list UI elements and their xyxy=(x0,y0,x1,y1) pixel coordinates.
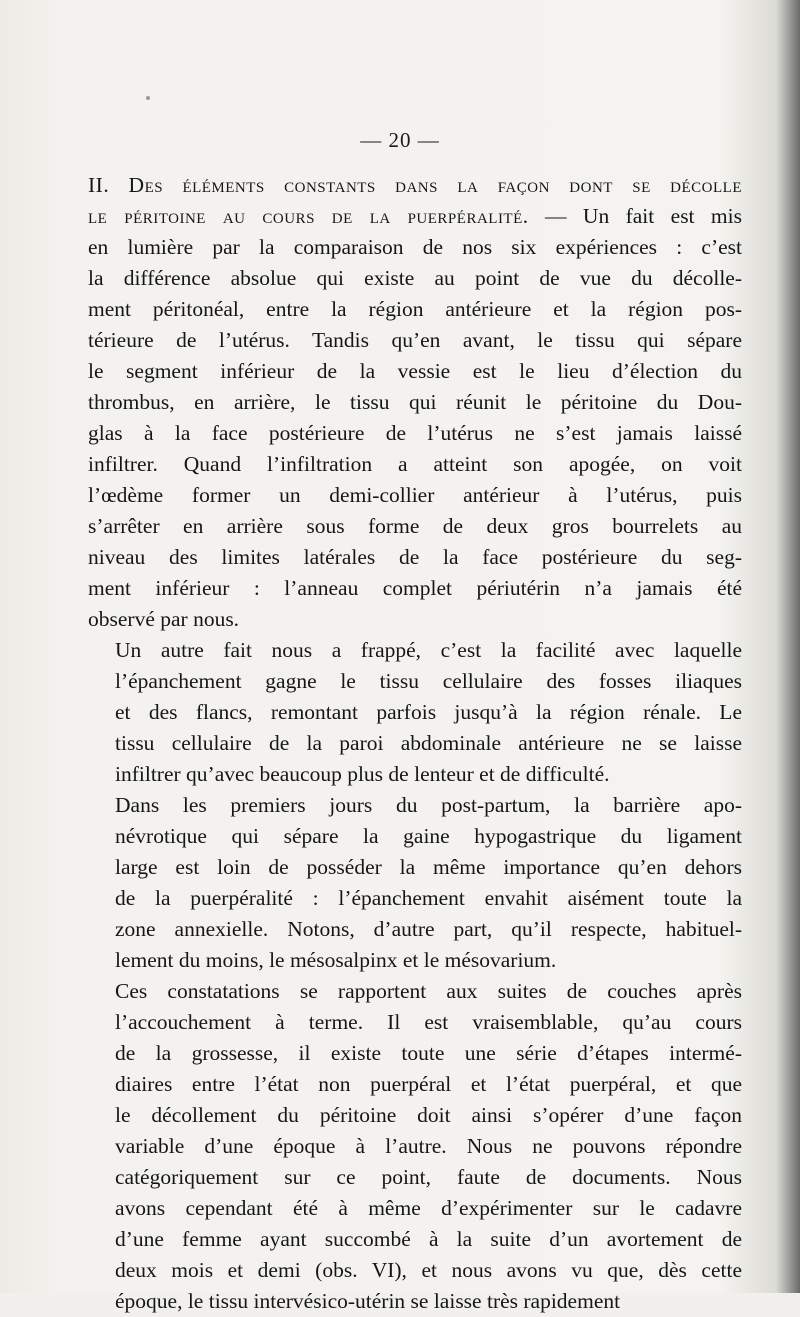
line-text: diaires entre l’état non puerpéral et l’état puerpéral, et que xyxy=(115,1072,742,1096)
line-text: avons cependant été à même d’expérimenter sur le cadavre xyxy=(115,1196,742,1220)
text-line xyxy=(88,1007,742,1038)
line-text: térieure de l’utérus. Tandis qu’en avant, le tissu qui sépare xyxy=(88,328,742,352)
line-text: observé par nous. xyxy=(88,607,240,631)
line-text: de la puerpéralité : l’épanchement envahit aisément toute la xyxy=(115,886,742,910)
text-line xyxy=(88,573,742,604)
text-line xyxy=(88,325,742,356)
paragraph xyxy=(88,790,742,976)
text-line xyxy=(88,1162,742,1193)
text-line xyxy=(88,914,742,945)
line-text: variable d’une époque à l’autre. Nous ne pouvons répondre xyxy=(115,1134,742,1158)
page-number: — 20 — xyxy=(360,128,440,152)
text-line xyxy=(88,1038,742,1069)
text-line xyxy=(88,790,742,821)
paper-speck xyxy=(146,96,150,100)
line-text: tissu cellulaire de la paroi abdominale antérieure ne se laisse xyxy=(115,731,742,755)
line-text: s’arrêter en arrière sous forme de deux gros bourrelets au xyxy=(88,514,742,538)
text-line xyxy=(88,294,742,325)
section-heading: II. Des éléments constants dans la façon dont se décolle xyxy=(88,173,742,197)
text-line xyxy=(88,511,742,542)
line-text: l’accouchement à terme. Il est vraisemblable, qu’au cours xyxy=(115,1010,742,1034)
line-text: époque, le tissu intervésico-utérin se laisse très rapidement xyxy=(115,1289,621,1313)
line-text: Dans les premiers jours du post-partum, la barrière apo- xyxy=(115,793,742,817)
line-text: d’une femme ayant succombé à la suite d’un avortement de xyxy=(115,1227,742,1251)
line-text: glas à la face postérieure de l’utérus ne s’est jamais laissé xyxy=(88,421,742,445)
text-line xyxy=(88,759,742,790)
text-line xyxy=(88,1193,742,1224)
line-text: le segment inférieur de la vessie est le lieu d’élection du xyxy=(88,359,742,383)
line-text: et des flancs, remontant parfois jusqu’à la région rénale. Le xyxy=(115,700,742,724)
line-text: Ces constatations se rapportent aux suites de couches après xyxy=(115,979,742,1003)
line-text: ment inférieur : l’anneau complet périutérin n’a jamais été xyxy=(88,576,742,600)
line-text: le décollement du péritoine doit ainsi s’opérer d’une façon xyxy=(115,1103,742,1127)
text-line xyxy=(88,232,742,263)
line-text: de la grossesse, il existe toute une série d’étapes intermé- xyxy=(115,1041,742,1065)
line-text: l’épanchement gagne le tissu cellulaire des fosses iliaques xyxy=(115,669,742,693)
line-text: zone annexielle. Notons, d’autre part, qu’il respecte, habituel- xyxy=(115,917,742,941)
text-line xyxy=(88,170,742,201)
paragraph xyxy=(88,635,742,790)
paragraph xyxy=(88,170,742,635)
text-line xyxy=(88,356,742,387)
text-line xyxy=(88,542,742,573)
line-text: en lumière par la comparaison de nos six expériences : c’est xyxy=(88,235,742,259)
text-line xyxy=(88,976,742,1007)
text-line xyxy=(88,604,742,635)
line-text: l’œdème former un demi-collier antérieur à l’utérus, puis xyxy=(88,483,742,507)
line-text: lement du moins, le mésosalpinx et le mésovarium. xyxy=(115,948,557,972)
line-text: catégoriquement sur ce point, faute de documents. Nous xyxy=(115,1165,742,1189)
section-heading: le péritoine au cours de la puerpéralité. xyxy=(88,204,529,228)
line-text: large est loin de posséder la même importance qu’en dehors xyxy=(115,855,742,879)
line-text: — Un fait est mis xyxy=(528,204,742,228)
line-text: infiltrer qu’avec beaucoup plus de lenteur et de difficulté. xyxy=(115,762,610,786)
text-line xyxy=(88,201,742,232)
paragraph xyxy=(88,976,742,1317)
line-text: névrotique qui sépare la gaine hypogastrique du ligament xyxy=(115,824,742,848)
text-line xyxy=(88,666,742,697)
text-line xyxy=(88,821,742,852)
text-line xyxy=(88,635,742,666)
text-line xyxy=(88,1224,742,1255)
text-line xyxy=(88,1255,742,1286)
text-line xyxy=(88,945,742,976)
text-line xyxy=(88,480,742,511)
text-line xyxy=(88,449,742,480)
text-line xyxy=(88,728,742,759)
line-text: Un autre fait nous a frappé, c’est la facilité avec laquelle xyxy=(115,638,742,662)
text-line xyxy=(88,1131,742,1162)
text-line xyxy=(88,883,742,914)
line-text: deux mois et demi (obs. VI), et nous avons vu que, dès cette xyxy=(115,1258,742,1282)
text-line xyxy=(88,1069,742,1100)
text-line xyxy=(88,852,742,883)
line-text: niveau des limites latérales de la face postérieure du seg- xyxy=(88,545,742,569)
text-line xyxy=(88,1100,742,1131)
text-line xyxy=(88,263,742,294)
text-line xyxy=(88,697,742,728)
body-text xyxy=(88,170,742,1317)
text-line xyxy=(88,387,742,418)
line-text: infiltrer. Quand l’infiltration a atteint son apogée, on voit xyxy=(88,452,742,476)
line-text: la différence absolue qui existe au point de vue du décolle- xyxy=(88,266,742,290)
line-text: thrombus, en arrière, le tissu qui réunit le péritoine du Dou- xyxy=(88,390,742,414)
text-line xyxy=(88,1286,742,1317)
line-text: ment péritonéal, entre la région antérieure et la région pos- xyxy=(88,297,742,321)
text-line xyxy=(88,418,742,449)
